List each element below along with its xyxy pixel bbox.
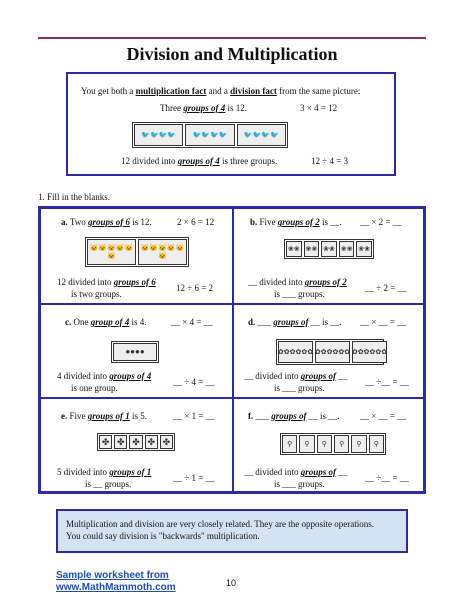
cat-icon: 🐱: [98, 244, 108, 252]
text: groups of 1: [109, 467, 152, 477]
text: is __.: [319, 217, 342, 227]
exercise-a-division-line-1: [57, 277, 156, 287]
exercise-grid: [38, 206, 426, 494]
flower-icon: ✤: [162, 437, 171, 447]
text: ___: [255, 411, 272, 421]
summary-line-1: Multiplication and division are very closely related. They are the opposite operations.: [66, 519, 374, 529]
exercise-a-division-equation: 12 ÷ 6 = 2: [176, 283, 214, 293]
text: a.: [61, 217, 68, 227]
tool-icon: ⚲: [304, 440, 310, 448]
text: __ divided into: [244, 371, 301, 381]
group-box: [237, 124, 286, 146]
bird-icon: 🐦: [201, 131, 210, 139]
group-box: [185, 124, 234, 146]
items-picture: [284, 239, 374, 259]
exercise-b-division-line-2: is ___ groups.: [274, 289, 325, 299]
group-box: [369, 435, 384, 453]
text: Three: [160, 103, 184, 113]
text: ___: [257, 317, 274, 327]
text: __: [336, 467, 348, 477]
exercise-c-division-line-1: [57, 371, 151, 381]
text: c.: [65, 317, 72, 327]
text: __: [336, 371, 348, 381]
footer-line-1: Sample worksheet from: [56, 570, 169, 581]
cat-icon: 🐱: [166, 244, 176, 252]
cat-icon: 🐱: [107, 244, 116, 252]
text: and a: [206, 86, 231, 96]
text: groups of 2: [277, 217, 320, 227]
bird-icon: 🐦: [270, 131, 279, 139]
shape-icon: ✿✿✿✿✿✿: [314, 348, 351, 356]
flower-icon: ✤: [117, 437, 125, 447]
text: __ divided into: [244, 467, 301, 477]
exercise-b-division-line-1: [248, 277, 347, 287]
tool-icon: ⚲: [321, 440, 327, 448]
text: division fact: [230, 86, 277, 96]
text: __ is __.: [308, 317, 342, 327]
exercise-c-equation: __ × 4 = __: [171, 317, 213, 327]
bird-icon: 🐦: [149, 131, 159, 139]
footer-line-2: www.MathMammoth.com: [56, 582, 176, 593]
group-box: [134, 124, 183, 146]
text: groups of 6: [87, 217, 130, 227]
item-icon: ❀❀: [358, 245, 371, 253]
exercise-a: [40, 208, 233, 304]
group-box: [315, 341, 350, 363]
group-box: [304, 241, 320, 257]
group-box: [299, 435, 314, 453]
text: groups of 4: [109, 371, 152, 381]
summary-line-2: You could say division is "backwards" multiplication.: [66, 531, 260, 541]
cat-icon: 🐱: [115, 244, 125, 252]
text: __ is __.: [306, 411, 340, 421]
group-box: [278, 341, 313, 363]
group-box: [99, 435, 112, 449]
text: groups of: [300, 371, 337, 381]
bird-icon: 🐦: [243, 131, 253, 139]
text: multiplication fact: [135, 86, 207, 96]
exercise-e-division-line-1: [57, 467, 151, 477]
text: is 12.: [129, 217, 152, 227]
intro-box: [66, 72, 396, 176]
cat-icon: 🐱: [140, 244, 150, 252]
bird-icon: 🐦: [252, 131, 262, 139]
shapes-picture: [276, 339, 388, 365]
exercise-b: [233, 208, 424, 304]
group-box: [145, 435, 158, 449]
exercise-d-division-line-1: [244, 371, 347, 381]
tool-icon: ⚲: [339, 440, 345, 448]
text: is 12.: [225, 103, 248, 113]
bird-icon: 🐦: [167, 131, 177, 139]
title-rule: [38, 37, 426, 39]
birds-picture: [132, 122, 288, 148]
text: 12 divided into: [57, 277, 114, 287]
exercise-c-division-equation: __ ÷ 4 = __: [173, 377, 215, 387]
cat-icon: 🐱: [124, 244, 134, 252]
exercise-f-division-equation: __ ÷__ = __: [365, 473, 409, 483]
group-box: [286, 241, 302, 257]
text: 12 divided into: [121, 156, 178, 166]
footer-link[interactable]: [56, 570, 176, 594]
group-box: [138, 239, 187, 265]
group-box: [339, 241, 355, 257]
text: groups of: [273, 317, 309, 327]
exercise-d: [233, 304, 424, 398]
apple-icon: ●●●●: [125, 347, 145, 356]
exercise-e-division-equation: __ ÷ 1 = __: [173, 473, 215, 483]
item-icon: ❀❀: [340, 245, 353, 253]
text: Five: [259, 217, 278, 227]
text: d.: [248, 317, 256, 327]
exercise-f-division-line-1: [244, 467, 347, 477]
text: groups of 1: [87, 411, 130, 421]
flower-icon: ✤: [101, 437, 110, 447]
group-box: [334, 435, 349, 453]
group-box: [282, 435, 297, 453]
exercise-e-prompt: [61, 411, 147, 421]
text: groups of 2: [304, 277, 347, 287]
cat-icon: 🐱: [158, 244, 167, 252]
bird-icon: 🐦: [141, 131, 150, 139]
text: groups of 4: [177, 156, 220, 166]
intro-equation-2: 12 ÷ 4 = 3: [311, 156, 349, 166]
bird-icon: 🐦: [261, 131, 271, 139]
group-box: [160, 435, 173, 449]
text: 4 divided into: [57, 371, 110, 381]
exercise-a-equation: 2 × 6 = 12: [177, 217, 215, 227]
summary-note: [56, 509, 408, 553]
cats-picture: [85, 237, 189, 267]
shape-icon: ✿✿✿✿✿✿: [351, 348, 388, 356]
group-box: [129, 435, 142, 449]
text: groups of 4: [183, 103, 226, 113]
exercise-b-equation: __ × 2 = __: [360, 217, 402, 227]
group-box: [113, 343, 157, 361]
exercise-d-prompt: [248, 317, 342, 327]
group-box: [351, 435, 366, 453]
exercise-f: [233, 398, 424, 492]
text: Two: [69, 217, 88, 227]
bird-icon: 🐦: [192, 131, 202, 139]
exercise-f-prompt: [248, 411, 340, 421]
exercise-d-division-line-2: is ___ groups.: [274, 383, 325, 393]
exercise-e-equation: __ × 1 = __: [173, 411, 215, 421]
exercise-f-division-line-2: is ___ groups.: [274, 479, 325, 489]
text: groups of: [300, 467, 337, 477]
group-box: [352, 341, 387, 363]
item-icon: ❀❀: [323, 245, 335, 253]
text: is 5.: [129, 411, 148, 421]
text: is three groups.: [219, 156, 278, 166]
cat-icon: 🐱: [175, 244, 185, 252]
text: You get both a: [81, 86, 136, 96]
intro-equation-1: 3 × 4 = 12: [300, 103, 338, 113]
exercise-a-division-line-2: is two groups.: [71, 289, 122, 299]
tool-icon: ⚲: [356, 440, 362, 448]
cat-icon: 🐱: [149, 244, 159, 252]
tools-picture: [280, 433, 386, 455]
text: from the same picture:: [276, 86, 361, 96]
exercise-d-division-equation: __ ÷__ = __: [365, 377, 409, 387]
text: groups of 6: [113, 277, 156, 287]
cat-icon: 🐱: [107, 252, 116, 260]
bird-icon: 🐦: [209, 131, 219, 139]
section-label: 1. Fill in the blanks.: [38, 192, 110, 202]
text: __ divided into: [248, 277, 305, 287]
flower-icon: ✤: [147, 437, 155, 447]
intro-line-1: [81, 86, 360, 96]
bird-icon: 🐦: [158, 131, 168, 139]
text: 5 divided into: [57, 467, 110, 477]
tool-icon: ⚲: [287, 440, 293, 448]
exercise-d-equation: __ × __ = __: [360, 317, 407, 327]
exercise-c-prompt: [65, 317, 147, 327]
group-box: [114, 435, 127, 449]
shape-icon: ✿✿✿✿✿✿: [277, 348, 314, 356]
exercise-b-division-equation: __ ÷ 2 = __: [365, 283, 407, 293]
exercise-c: [40, 304, 233, 398]
apples-picture: [111, 341, 159, 363]
group-box: [87, 239, 136, 265]
page-title: Division and Multiplication: [126, 44, 338, 64]
flowers-picture: [97, 433, 175, 451]
text: group of 4: [90, 317, 130, 327]
group-box: [321, 241, 337, 257]
text: One: [73, 317, 91, 327]
page-number: 10: [226, 578, 237, 588]
cat-icon: 🐱: [89, 244, 99, 252]
group-box: [317, 435, 332, 453]
exercise-e: [40, 398, 233, 492]
item-icon: ❀❀: [287, 245, 300, 253]
text: e.: [61, 411, 68, 421]
text: Five: [69, 411, 88, 421]
bird-icon: 🐦: [218, 131, 228, 139]
exercise-b-prompt: [250, 217, 342, 227]
exercise-a-prompt: [61, 217, 152, 227]
text: f.: [248, 411, 254, 421]
item-icon: ❀❀: [305, 245, 318, 253]
flower-icon: ✤: [132, 437, 140, 447]
text: is 4.: [129, 317, 147, 327]
text: b.: [250, 217, 258, 227]
intro-line-2: [160, 103, 247, 113]
exercise-c-division-line-2: is one group.: [71, 383, 118, 393]
exercise-f-equation: __ × __ = __: [360, 411, 407, 421]
exercise-e-division-line-2: is __ groups.: [85, 479, 132, 489]
group-box: [356, 241, 372, 257]
cat-icon: 🐱: [158, 252, 167, 260]
tool-icon: ⚲: [373, 440, 379, 448]
text: groups of: [271, 411, 307, 421]
intro-line-3: [121, 156, 277, 166]
